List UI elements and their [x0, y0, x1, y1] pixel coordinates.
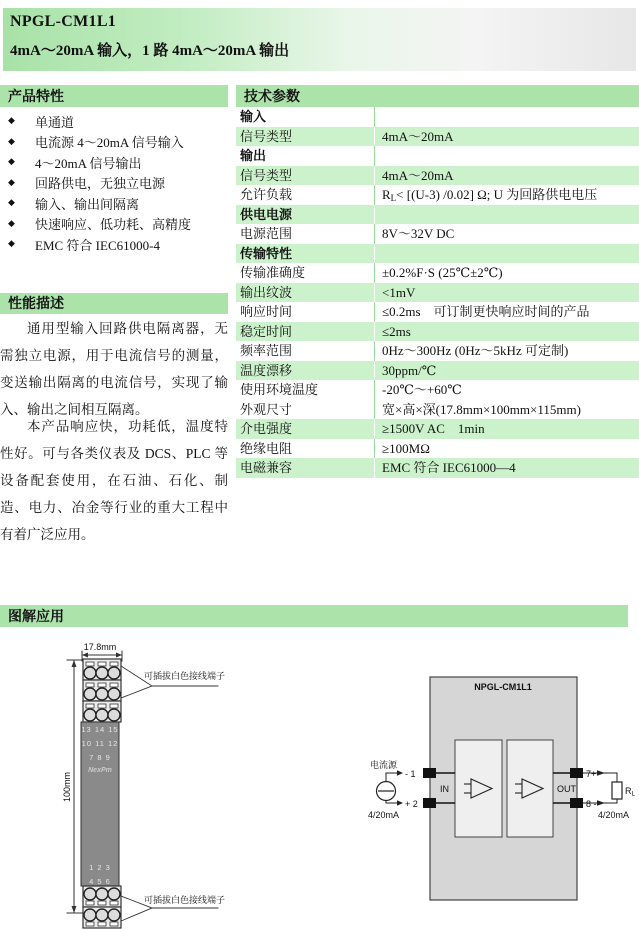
terminal-label: - 1 — [405, 769, 416, 779]
param-value: 30ppm/℃ — [382, 362, 437, 378]
param-value: EMC 符合 IEC61000—4 — [382, 460, 516, 475]
terminal-numbers: 7 8 9 — [89, 753, 111, 762]
param-label: 外观尺寸 — [236, 400, 375, 420]
terminal-block-bottom — [83, 886, 121, 928]
param-label: 传输准确度 — [236, 263, 375, 283]
list-item — [0, 234, 228, 255]
param-value: ≥1500V AC 1min — [382, 421, 485, 436]
table-row — [236, 166, 639, 186]
param-value: ≤0.2ms 可订制更快响应时间的产品 — [382, 304, 590, 319]
arrow-left-icon — [597, 800, 605, 806]
table-row — [236, 400, 639, 420]
dim-arrow-icon — [116, 653, 122, 658]
param-value — [375, 244, 639, 264]
callout-label: 可插拔白色接线端子 — [144, 895, 226, 905]
terminal-label: + 2 — [405, 799, 418, 809]
load-resistor-icon — [612, 782, 622, 799]
table-row — [236, 302, 639, 322]
terminal-numbers: 4 5 6 — [89, 877, 111, 886]
table-row — [236, 263, 639, 283]
list-item — [0, 111, 228, 132]
terminal-numbers: 1 2 3 — [89, 863, 111, 872]
param-value — [375, 146, 639, 166]
value-part: < [(U-3) /0.02] Ω; U 为回路供电电压 — [396, 187, 598, 202]
list-item — [0, 214, 228, 235]
load-label: RL — [625, 786, 636, 798]
list-item — [0, 152, 228, 173]
arrow-left-icon — [597, 770, 605, 776]
callout-label: 可插拔白色接线端子 — [144, 671, 226, 681]
product-subtitle: 4mA～20mA 输入，1 路 4mA～20mA 输出 — [10, 43, 290, 59]
param-value — [375, 107, 639, 127]
terminal-label: 8 - — [586, 799, 597, 809]
feature-text: 回路供电，无独立电源 — [35, 176, 166, 192]
terminal-square — [423, 768, 436, 778]
param-value — [375, 205, 639, 225]
section-title-features: 产品特性 — [0, 85, 228, 107]
param-label: 输入 — [236, 107, 375, 127]
terminal-square — [423, 798, 436, 808]
current-source-label: 电流源 — [370, 760, 398, 770]
table-row — [236, 341, 639, 361]
param-label: 稳定时间 — [236, 322, 375, 342]
description-paragraph: 本产品响应快，功耗低，温度特性好。可与各类仪表及 DCS、PLC 等设备配套使用，在石油、石化、制造、电力、冶金等行业的重大工程中有着广泛应用。 — [0, 419, 228, 542]
diamond-bullet-icon: ◆ — [8, 136, 15, 147]
param-label: 响应时间 — [236, 302, 375, 322]
terminal-label: 7+ — [586, 769, 597, 779]
param-value — [375, 185, 639, 205]
parameters-table — [236, 107, 639, 478]
param-value: -20℃～+60℃ — [382, 382, 462, 397]
param-label: 信号类型 — [236, 166, 375, 186]
diamond-bullet-icon: ◆ — [8, 198, 15, 209]
param-value: ±0.2%F·S (25℃±2℃) — [382, 265, 503, 280]
product-model: NPGL-CM1L1 — [10, 13, 117, 30]
in-label: IN — [440, 784, 449, 794]
diamond-bullet-icon: ◆ — [8, 157, 15, 168]
param-value: 0Hz～300Hz (0Hz～5kHz 可定制) — [382, 343, 569, 358]
brand-logo: NexPm — [88, 767, 112, 774]
param-label: 输出纹波 — [236, 283, 375, 303]
table-row — [236, 107, 639, 127]
feature-text: 4～20mA 信号输出 — [35, 155, 142, 171]
terminal-square — [570, 768, 583, 778]
section-title-description: 性能描述 — [0, 293, 228, 314]
application-diagram — [0, 630, 639, 930]
dim-arrow-icon — [72, 660, 77, 667]
table-row — [236, 361, 639, 381]
module-drawing — [62, 642, 225, 928]
section-title-application: 图解应用 — [0, 605, 628, 627]
terminal-block-top — [83, 659, 121, 722]
param-label: 温度漂移 — [236, 361, 375, 381]
param-label: 介电强度 — [236, 419, 375, 439]
diamond-bullet-icon: ◆ — [8, 177, 15, 188]
param-value: <1mV — [382, 284, 416, 300]
table-row — [236, 322, 639, 342]
table-row — [236, 439, 639, 459]
param-value: ≥100MΩ — [382, 440, 430, 456]
param-value: 宽×高×深(17.8mm×100mm×115mm) — [382, 401, 581, 417]
table-row — [236, 205, 639, 225]
feature-list — [0, 111, 228, 255]
param-label: 供电电源 — [236, 205, 375, 225]
isolator-box — [430, 677, 577, 900]
param-value: 8V～32V DC — [382, 226, 455, 241]
diamond-bullet-icon: ◆ — [8, 239, 15, 250]
feature-text: 电流源 4～20mA 信号输入 — [35, 135, 184, 151]
terminal-numbers: 10 11 12 — [81, 739, 119, 748]
value-subscript: L — [390, 193, 397, 203]
feature-text: 快速响应、低功耗、高精度 — [35, 217, 192, 233]
param-value: ≤2ms — [382, 323, 411, 339]
table-row — [236, 458, 639, 478]
input-stage-block — [455, 740, 502, 837]
param-label: 允许负载 — [236, 185, 375, 205]
terminal-square — [570, 798, 583, 808]
param-value: 4mA～20mA — [382, 167, 454, 183]
feature-text: 单通道 — [35, 114, 75, 130]
callout-bottom — [121, 894, 225, 921]
param-label: 电源范围 — [236, 224, 375, 244]
table-row — [236, 224, 639, 244]
diamond-bullet-icon: ◆ — [8, 218, 15, 229]
param-value: 4mA～20mA — [382, 128, 454, 144]
load-signal-label: 4/20mA — [598, 810, 630, 820]
source-signal-label: 4/20mA — [368, 810, 400, 820]
param-label: 频率范围 — [236, 341, 375, 361]
callout-top — [121, 666, 225, 698]
isolator-box-label: NPGL-CM1L1 — [474, 682, 532, 692]
list-item — [0, 193, 228, 214]
arrow-right-icon — [397, 770, 403, 776]
arrow-right-icon — [397, 800, 403, 806]
terminal-numbers: 13 14 15 — [81, 725, 119, 734]
dim-arrow-icon — [72, 906, 77, 913]
width-dimension-label: 17.8mm — [83, 642, 117, 652]
output-stage-block — [507, 740, 553, 837]
table-row — [236, 283, 639, 303]
value-part: R — [382, 187, 391, 202]
diamond-bullet-icon: ◆ — [8, 116, 15, 127]
table-row — [236, 380, 639, 400]
list-item — [0, 173, 228, 194]
list-item — [0, 132, 228, 153]
param-label: 绝缘电阻 — [236, 439, 375, 459]
param-label: 电磁兼容 — [236, 458, 375, 478]
param-label: 使用环境温度 — [236, 380, 375, 400]
dim-arrow-icon — [82, 653, 88, 658]
out-label: OUT — [557, 784, 576, 794]
table-row — [236, 185, 639, 205]
feature-text: EMC 符合 IEC61000-4 — [35, 237, 160, 253]
param-label: 输出 — [236, 146, 375, 166]
table-row — [236, 419, 639, 439]
table-row — [236, 244, 639, 264]
feature-text: 输入、输出间隔离 — [35, 196, 140, 212]
table-row — [236, 146, 639, 166]
table-row — [236, 127, 639, 147]
height-dimension-label: 100mm — [62, 771, 72, 803]
description-paragraph: 通用型输入回路供电隔离器，无需独立电源，用于电流信号的测量，变送输出隔离的电流信号，实现了输入、输出之间相互隔离。 — [0, 321, 228, 417]
param-label: 信号类型 — [236, 127, 375, 147]
wiring-diagram — [368, 677, 636, 900]
section-title-params: 技术参数 — [236, 85, 639, 107]
param-label: 传输特性 — [236, 244, 375, 264]
